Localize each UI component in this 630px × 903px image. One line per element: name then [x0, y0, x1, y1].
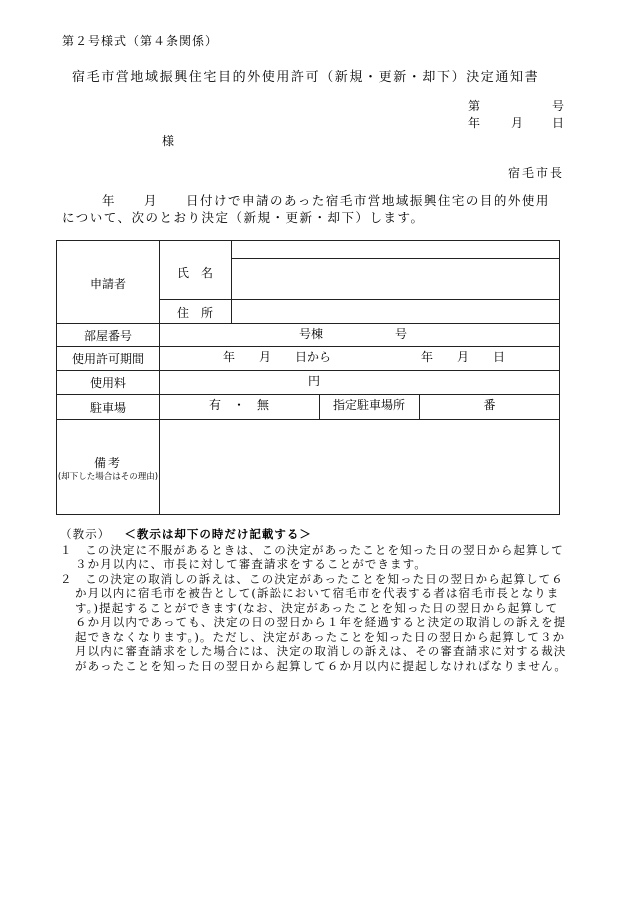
document-title: 宿毛市営地域振興住宅目的外使用許可（新規・更新・却下）決定通知書	[72, 70, 540, 85]
form-number: 第２号様式（第４条関係）	[62, 34, 219, 48]
notes-item-2: ２ この決定の取消しの訴えは、この決定があったことを知った日の翌日から起算して６か月以内に宿毛市を被告として(訴訟において宿毛市を代表する者は宿毛市長となります。)提起することができます(なお、決定があったことを知った日の翌日から起算して６か月以内であっても、決定の日の翌日から１年を経過すると決定の取消しの訴えを提起できなくなります。)。ただし、決定があったことを知った日の翌日から起算して３か月以内に審査請求をした場合には、決定の取消しの訴えは、その審査請求に対する裁決があったことを知った日の翌日から起算して６か月以内に提起しなければなりません。	[60, 571, 567, 673]
remarks-label: 備考	[93, 456, 122, 470]
applicant-label: 申請者	[89, 277, 126, 291]
permit-period-from: 年 月 日から	[223, 350, 332, 364]
parking-value: 有 ・ 無	[208, 398, 269, 412]
room-number-value: 号棟 号	[299, 327, 408, 341]
date-month: 月	[511, 116, 525, 130]
permit-period-to: 年 月 日	[421, 350, 506, 364]
permit-period-label: 使用許可期間	[71, 352, 144, 366]
issuer: 宿毛市長	[508, 166, 565, 180]
address-label: 住 所	[176, 306, 213, 320]
body-month: 月	[144, 193, 159, 208]
decision-table	[56, 240, 560, 515]
parking-label: 駐車場	[89, 401, 126, 415]
designated-parking-label: 指定駐車場所	[332, 398, 405, 412]
notes-heading-bold: ＜教示は却下の時だけ記載する＞	[124, 527, 312, 541]
notes-item-1: １ この決定に不服があるときは、この決定があったことを知った日の翌日から起算して３か月以内に、市長に対して審査請求をすることができます。	[60, 542, 564, 571]
notes-heading: （教示）	[60, 527, 111, 541]
body-line1-rest: 日付けで申請のあった宿毛市営地域振興住宅の目的外使用	[186, 193, 550, 208]
notes	[60, 527, 570, 673]
number-prefix: 第	[468, 99, 482, 113]
body-text	[62, 192, 550, 226]
name-label: 氏 名	[176, 266, 213, 280]
body-line2: について、次のとおり決定（新規・更新・却下）します。	[62, 210, 425, 225]
addressee-honorific: 様	[162, 134, 175, 148]
remarks-sublabel: (却下した場合はその理由)	[57, 472, 159, 482]
designated-parking-value: 番	[483, 398, 496, 412]
date-day: 日	[552, 116, 566, 130]
usage-fee-label: 使用料	[89, 376, 126, 390]
usage-fee-value: 円	[308, 374, 321, 388]
number-suffix: 号	[552, 99, 566, 113]
room-number-label: 部屋番号	[83, 329, 132, 343]
date-year: 年	[468, 116, 482, 130]
body-year: 年	[102, 193, 117, 208]
